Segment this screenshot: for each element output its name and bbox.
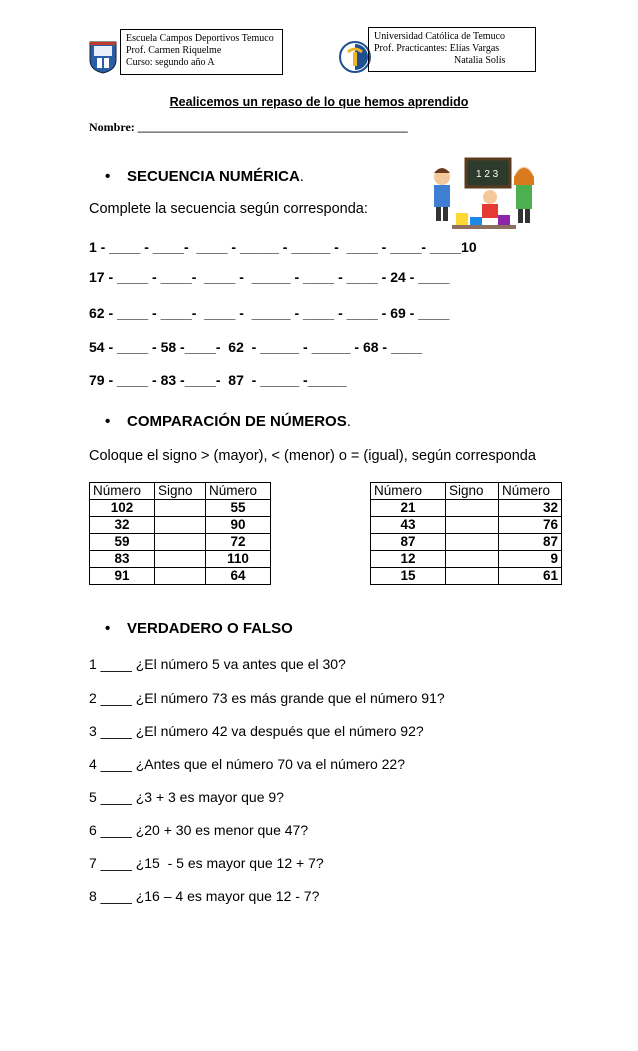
number-cell: 55	[206, 500, 271, 517]
sign-cell[interactable]	[446, 517, 499, 534]
number-cell: 102	[90, 500, 155, 517]
comparison-table-right	[370, 482, 562, 585]
number-cell: 90	[206, 517, 271, 534]
sequence-line-3[interactable]: 62 - ____ - ____- ____ - _____ - ____ - ____ - 69 - ____	[89, 305, 450, 321]
svg-text:1 2 3: 1 2 3	[476, 169, 499, 180]
bullet-icon: •	[105, 413, 111, 430]
sign-cell[interactable]	[155, 568, 206, 585]
column-header: Número	[371, 483, 446, 500]
true-false-item-7[interactable]: 7 ____ ¿15 - 5 es mayor que 12 + 7?	[89, 855, 324, 871]
sign-cell[interactable]	[155, 500, 206, 517]
sign-cell[interactable]	[446, 534, 499, 551]
school-name: Escuela Campos Deportivos Temuco	[126, 33, 274, 44]
table-row	[90, 517, 271, 534]
table-row	[371, 534, 562, 551]
table-header-row	[371, 483, 562, 500]
number-cell: 91	[90, 568, 155, 585]
comparison-instruction: Coloque el signo > (mayor), < (menor) o = (igual), según corresponda	[89, 448, 536, 464]
sign-cell[interactable]	[446, 500, 499, 517]
number-cell: 72	[206, 534, 271, 551]
sequence-line-1[interactable]: 1 - ____ - ____- ____ - _____ - _____ - ____ - ____- ____10	[89, 239, 477, 255]
table-row	[90, 534, 271, 551]
table-row	[90, 500, 271, 517]
table-row	[90, 568, 271, 585]
number-cell: 32	[90, 517, 155, 534]
number-cell: 76	[499, 517, 562, 534]
course-name: Curso: segundo año A	[126, 57, 215, 68]
name-field[interactable]: Nombre: _____________________________________________	[89, 120, 408, 134]
number-cell: 87	[371, 534, 446, 551]
table-row	[371, 568, 562, 585]
true-false-item-3[interactable]: 3 ____ ¿El número 42 va después que el número 92?	[89, 723, 424, 739]
number-cell: 87	[499, 534, 562, 551]
table-header-row	[90, 483, 271, 500]
page-title: Realicemos un repaso de lo que hemos aprendido	[169, 95, 469, 109]
sequence-line-5[interactable]: 79 - ____ - 83 -____- 87 - _____ -_____	[89, 372, 347, 388]
comparison-table-left	[89, 482, 271, 585]
column-header: Número	[90, 483, 155, 500]
number-cell: 83	[90, 551, 155, 568]
university-name: Universidad Católica de Temuco	[374, 31, 506, 42]
sequence-instruction: Complete la secuencia según corresponda:	[89, 201, 368, 217]
table-row	[371, 517, 562, 534]
school-crest-icon	[88, 40, 118, 74]
sequence-line-2[interactable]: 17 - ____ - ____- ____ - _____ - ____ - ____ - 24 - ____	[89, 269, 450, 285]
section-heading-sequence: • SECUENCIA NUMÉRICA.	[105, 168, 304, 185]
number-cell: 9	[499, 551, 562, 568]
practicante-name: Natalia Solís	[454, 55, 506, 66]
teacher-name: Prof. Carmen Riquelme	[126, 45, 222, 56]
table-row	[371, 551, 562, 568]
number-cell: 43	[371, 517, 446, 534]
number-cell: 21	[371, 500, 446, 517]
number-cell: 64	[206, 568, 271, 585]
true-false-item-2[interactable]: 2 ____ ¿El número 73 es más grande que el número 91?	[89, 690, 445, 706]
sign-cell[interactable]	[155, 551, 206, 568]
number-cell: 59	[90, 534, 155, 551]
true-false-item-8[interactable]: 8 ____ ¿16 – 4 es mayor que 12 - 7?	[89, 888, 320, 904]
column-header: Número	[499, 483, 562, 500]
true-false-item-5[interactable]: 5 ____ ¿3 + 3 es mayor que 9?	[89, 789, 284, 805]
column-header: Signo	[446, 483, 499, 500]
bullet-icon: •	[105, 168, 111, 185]
sign-cell[interactable]	[155, 517, 206, 534]
children-classroom-illustration	[428, 155, 538, 235]
number-cell: 15	[371, 568, 446, 585]
university-info-box	[368, 27, 536, 72]
true-false-item-4[interactable]: 4 ____ ¿Antes que el número 70 va el número 22?	[89, 756, 405, 772]
section-heading-true-false: • VERDADERO O FALSO	[105, 620, 293, 637]
sign-cell[interactable]	[446, 551, 499, 568]
section-heading-comparison: • COMPARACIÓN DE NÚMEROS.	[105, 413, 351, 430]
number-cell: 32	[499, 500, 562, 517]
number-cell: 12	[371, 551, 446, 568]
university-logo-icon	[338, 40, 372, 74]
table-row	[371, 500, 562, 517]
column-header: Número	[206, 483, 271, 500]
number-cell: 61	[499, 568, 562, 585]
number-cell: 110	[206, 551, 271, 568]
bullet-icon: •	[105, 620, 111, 637]
sign-cell[interactable]	[446, 568, 499, 585]
column-header: Signo	[155, 483, 206, 500]
true-false-item-1[interactable]: 1 ____ ¿El número 5 va antes que el 30?	[89, 656, 346, 672]
school-info-box	[120, 29, 283, 75]
true-false-item-6[interactable]: 6 ____ ¿20 + 30 es menor que 47?	[89, 822, 309, 838]
sequence-line-4[interactable]: 54 - ____ - 58 -____- 62 - _____ - _____ - 68 - ____	[89, 339, 423, 355]
table-row	[90, 551, 271, 568]
sign-cell[interactable]	[155, 534, 206, 551]
practicantes-line: Prof. Practicantes: Elías Vargas	[374, 43, 500, 54]
